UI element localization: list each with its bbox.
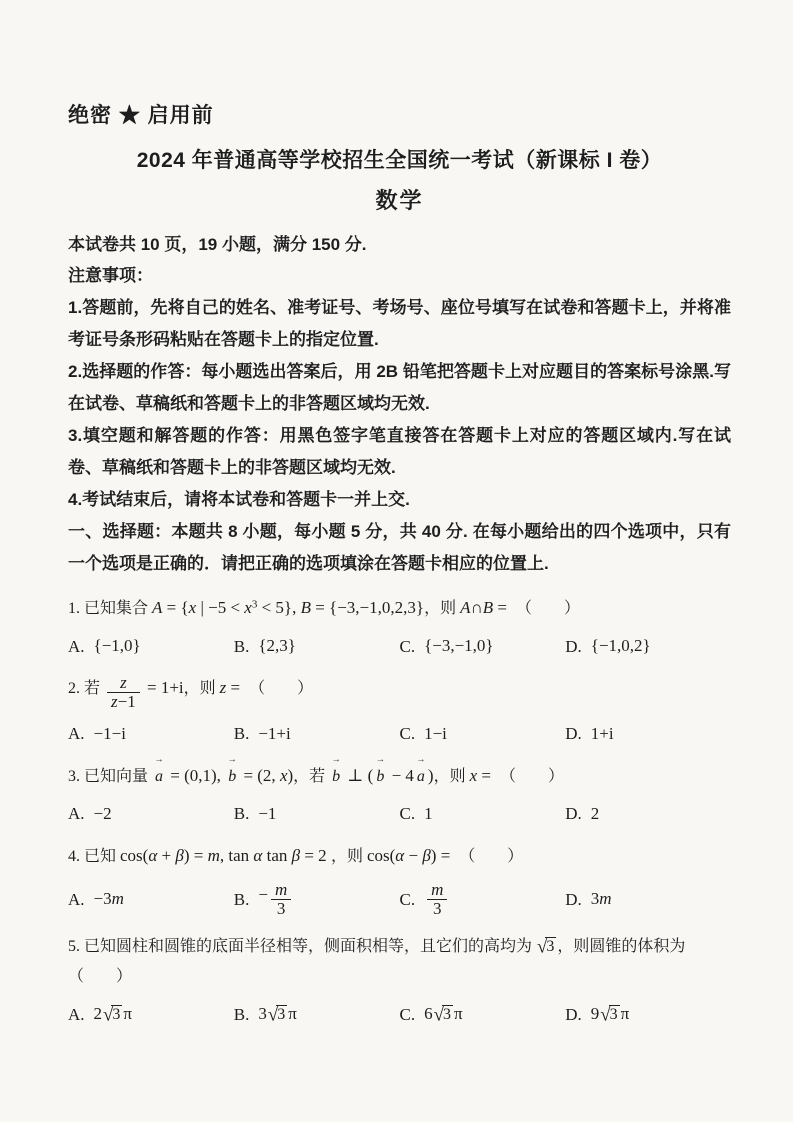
vector: [227, 755, 237, 792]
math-variable: x: [469, 765, 478, 785]
math-run: −: [404, 845, 423, 865]
option-body: [591, 801, 600, 828]
math-run: 1+i: [590, 723, 614, 743]
vector-arrow-icon: →: [416, 755, 426, 766]
question-4-option-d: [565, 886, 731, 913]
text-run: ，则圆锥的体积为（ ）: [68, 937, 686, 986]
question-3: [68, 755, 731, 828]
sqrt-sign-icon: √: [537, 936, 548, 958]
question-4-options: [68, 881, 731, 919]
text-run: ，则: [424, 600, 461, 617]
security-classification: 绝密 ★ 启用前: [68, 104, 214, 127]
math-run: ∩: [470, 598, 483, 617]
text-run: （ ）: [257, 680, 314, 697]
math-run: −1: [258, 803, 277, 823]
math-variable: m: [207, 845, 220, 865]
option-body: [94, 633, 141, 660]
math-run: | −5 <: [196, 598, 245, 617]
vector-arrow-icon: →: [227, 755, 237, 766]
question-1-stem: [68, 593, 731, 624]
option-label: C.: [399, 889, 416, 909]
notice-item-3: 3.填空题和解答题的作答：用黑色签字笔直接答在答题卡上对应的答题区域内.写在试卷、草稿纸和答题卡上的非答题区域均无效.: [68, 426, 731, 477]
sqrt-sign-icon: √: [103, 1004, 114, 1026]
math-run: 1−i: [424, 723, 447, 743]
math-variable: B: [482, 598, 494, 617]
question-3-options: [68, 801, 731, 828]
question-5-option-d: [565, 1001, 731, 1029]
vector-letter: b: [376, 767, 385, 785]
math-run: = (2,: [239, 765, 280, 785]
math-run: 9: [590, 1004, 600, 1024]
math-run: 6: [424, 1004, 433, 1024]
question-2-option-a: [68, 721, 234, 748]
sqrt-sign-icon: √: [267, 1004, 279, 1026]
math-run: 3: [258, 1004, 267, 1024]
math-variable: x: [244, 598, 252, 617]
math-run: = {: [162, 598, 189, 617]
sqrt-radicand: 3: [112, 1006, 121, 1024]
option-body: [424, 1001, 462, 1029]
question-4-option-b: [234, 881, 400, 919]
text-run: （ ）: [523, 600, 580, 617]
math-variable: m: [431, 879, 444, 899]
option-label: B.: [233, 724, 250, 744]
math-variable: B: [300, 598, 311, 617]
math-run: =: [226, 678, 258, 697]
math-run: {−1,0}: [93, 636, 141, 655]
sqrt-sign-icon: √: [433, 1004, 444, 1026]
question-1-option-b: [234, 633, 400, 660]
option-label: B.: [233, 1004, 250, 1024]
question-1-option-c: [400, 633, 566, 660]
option-body: [94, 721, 126, 748]
option-label: A.: [68, 889, 85, 909]
option-body: [94, 801, 112, 828]
option-label: C.: [399, 636, 416, 656]
question-2-option-b: [234, 721, 400, 748]
option-label: B.: [233, 636, 250, 656]
math-run: −: [258, 884, 268, 904]
math-run: = 2: [300, 845, 331, 865]
question-5-stem: [68, 932, 731, 993]
question-3-option-a: [68, 801, 234, 828]
sqrt-radical: [600, 1002, 619, 1029]
question-1-option-d: [565, 633, 731, 660]
question-1-option-a: [68, 633, 234, 660]
question-2-options: [68, 721, 731, 748]
math-variable: α: [395, 845, 405, 865]
text-run: （ ）: [508, 767, 565, 785]
math-run: = (0,1),: [166, 765, 226, 785]
sqrt-radicand: 3: [546, 937, 555, 955]
fraction-denominator: 3: [271, 899, 291, 918]
option-body: [591, 1001, 629, 1029]
math-run: ) =: [183, 845, 208, 865]
fraction-numerator: [107, 674, 140, 692]
option-body: [424, 721, 447, 748]
option-label: A.: [68, 636, 85, 656]
sqrt-sign-icon: √: [600, 1004, 611, 1026]
question-5-option-a: [68, 1001, 234, 1029]
sqrt-radicand: 3: [442, 1006, 451, 1024]
question-3-option-c: [400, 801, 566, 828]
question-5-options: [68, 1001, 731, 1029]
math-run: −2: [93, 803, 112, 823]
option-label: A.: [68, 724, 85, 744]
vector-letter: b: [332, 767, 341, 785]
text-run: 3. 已知向量: [68, 767, 153, 785]
math-run: {2,3}: [258, 636, 296, 655]
option-body: [591, 721, 614, 748]
notice-heading: 注意事项：: [68, 266, 153, 285]
exam-title: 2024 年普通高等学校招生全国统一考试（新课标 I 卷）: [136, 149, 663, 172]
option-body: [258, 1001, 296, 1029]
option-body: [424, 881, 450, 919]
fraction: [107, 674, 140, 712]
question-5: [68, 932, 731, 1029]
question-2-option-c: [400, 721, 566, 748]
question-4-stem: [68, 841, 731, 872]
math-variable: z: [120, 673, 127, 693]
option-label: D.: [565, 636, 582, 656]
option-body: [424, 633, 494, 660]
math-variable: m: [274, 879, 288, 899]
fraction-denominator: 3: [427, 899, 447, 918]
question-4: [68, 841, 731, 919]
question-5-option-b: [234, 1001, 400, 1029]
math-variable: m: [599, 889, 612, 909]
notice-item-1: 1.答题前，先将自己的姓名、准考证号、考场号、座位号填写在试卷和答题卡上，并将准考证号条形码粘贴在答题卡上的指定位置.: [68, 298, 731, 349]
option-body: [591, 633, 651, 660]
superscript: 3: [251, 598, 258, 611]
math-variable: z: [219, 678, 227, 697]
math-run: =: [477, 765, 508, 785]
math-variable: x: [279, 765, 288, 785]
option-body: [94, 886, 124, 913]
vector: [154, 755, 164, 792]
option-body: [424, 801, 433, 828]
math-variable: z: [111, 692, 118, 712]
math-run: −1−i: [93, 723, 126, 743]
sqrt-radicand: 3: [609, 1006, 618, 1024]
vector-arrow-icon: →: [375, 755, 385, 766]
sqrt-radical: [537, 932, 556, 963]
option-label: C.: [399, 724, 416, 744]
math-run: 2: [590, 803, 600, 823]
notice-item-4: 4.考试结束后，请将本试卷和答题卡一并上交.: [68, 490, 410, 509]
text-run: ，则: [330, 847, 367, 865]
question-3-option-b: [234, 801, 400, 828]
option-label: C.: [399, 1004, 416, 1024]
option-label: D.: [565, 889, 582, 909]
math-variable: m: [111, 889, 124, 909]
sqrt-radical: [268, 1002, 287, 1029]
vector-letter: a: [416, 767, 425, 785]
math-run: ⊥ (: [343, 765, 374, 785]
question-2-option-d: [565, 721, 731, 748]
vector: [416, 755, 426, 792]
math-run: 2: [93, 1004, 103, 1024]
math-run: =: [493, 598, 524, 617]
math-variable: α: [253, 845, 263, 865]
option-label: C.: [399, 804, 416, 824]
notice-item-2: 2.选择题的作答：每小题选出答案后，用 2B 铅笔把答题卡上对应题目的答案标号涂黑.写在试卷、草稿纸和答题卡上的非答题区域均无效.: [68, 362, 731, 413]
vector: [331, 755, 341, 792]
option-body: [591, 886, 612, 913]
vector: [375, 755, 385, 792]
text-run: （ ）: [467, 847, 524, 865]
math-run: ): [287, 765, 294, 785]
math-variable: β: [291, 845, 301, 865]
option-body: [258, 881, 294, 919]
fraction: [427, 881, 447, 919]
option-label: D.: [565, 1004, 582, 1024]
fraction-denominator: z−1: [107, 692, 140, 711]
questions-list: [68, 593, 731, 1029]
math-run: +: [157, 845, 176, 865]
fraction-numerator: [427, 881, 447, 899]
math-run: , tan: [219, 845, 254, 865]
option-label: A.: [68, 1004, 85, 1024]
option-label: A.: [68, 804, 85, 824]
math-run: tan: [262, 845, 292, 865]
option-body: [258, 633, 296, 660]
option-body: [94, 1001, 132, 1029]
option-label: B.: [233, 804, 250, 824]
option-label: D.: [565, 804, 582, 824]
math-run: cos(: [366, 845, 396, 865]
option-body: [258, 721, 290, 748]
math-run: π: [620, 1004, 630, 1024]
math-run: π: [453, 1004, 463, 1024]
math-run: −1+i: [258, 723, 291, 743]
question-5-option-c: [400, 1001, 566, 1029]
math-run: ) =: [430, 845, 468, 865]
text-run: 2. 若: [68, 680, 105, 697]
math-run: ): [427, 765, 434, 785]
question-1: [68, 593, 731, 660]
vector-arrow-icon: →: [154, 755, 164, 766]
question-1-options: [68, 633, 731, 660]
math-run: 3: [590, 889, 600, 909]
sqrt-radical: [434, 1002, 453, 1029]
math-variable: β: [175, 845, 184, 865]
text-run: 1. 已知集合: [68, 600, 153, 617]
text-run: ，若: [293, 767, 330, 785]
vector-arrow-icon: →: [331, 755, 341, 766]
math-run: π: [123, 1004, 132, 1024]
text-run: 4. 已知: [68, 847, 121, 865]
question-4-option-c: [400, 881, 566, 919]
vector-letter: b: [228, 767, 237, 785]
math-run: {−1,0,2}: [590, 636, 651, 655]
option-body: [258, 801, 276, 828]
question-2: [68, 673, 731, 748]
option-label: D.: [565, 724, 582, 744]
math-run: − 4: [387, 765, 414, 785]
question-3-stem: [68, 755, 731, 792]
text-run: 5. 已知圆柱和圆锥的底面半径相等，侧面积相等，且它们的高均为: [68, 937, 537, 955]
section-heading: 一、选择题：本题共 8 小题，每小题 5 分，共 40 分. 在每小题给出的四个选项中，只有一个选项是正确的．请把正确的选项填涂在答题卡相应的位置上.: [68, 522, 731, 573]
math-run: π: [288, 1004, 297, 1024]
math-variable: A: [152, 598, 163, 617]
fraction-numerator: [271, 881, 291, 899]
question-2-stem: [68, 673, 731, 712]
math-run: < 5},: [257, 598, 301, 617]
text-run: ，则: [183, 680, 220, 697]
subject-title: 数学: [375, 188, 424, 213]
question-3-option-d: [565, 801, 731, 828]
math-variable: A: [460, 598, 471, 617]
vector-letter: a: [155, 767, 164, 785]
math-run: = {−3,−1,0,2,3}: [310, 598, 425, 617]
math-run: = 1+i: [142, 678, 184, 697]
sqrt-radical: [103, 1002, 122, 1029]
fraction: [271, 881, 291, 919]
math-variable: β: [422, 845, 431, 865]
paper-info: 本试卷共 10 页，19 小题，满分 150 分.: [68, 235, 367, 254]
question-4-option-a: [68, 886, 234, 913]
option-label: B.: [233, 889, 250, 909]
math-run: 1: [424, 803, 433, 823]
text-run: ，则: [433, 767, 470, 785]
math-variable: x: [188, 598, 197, 617]
sqrt-radicand: 3: [277, 1006, 286, 1024]
math-run: −3: [93, 889, 112, 909]
math-variable: α: [148, 845, 158, 865]
math-run: {−3,−1,0}: [424, 636, 494, 655]
math-run: cos(: [120, 845, 149, 865]
